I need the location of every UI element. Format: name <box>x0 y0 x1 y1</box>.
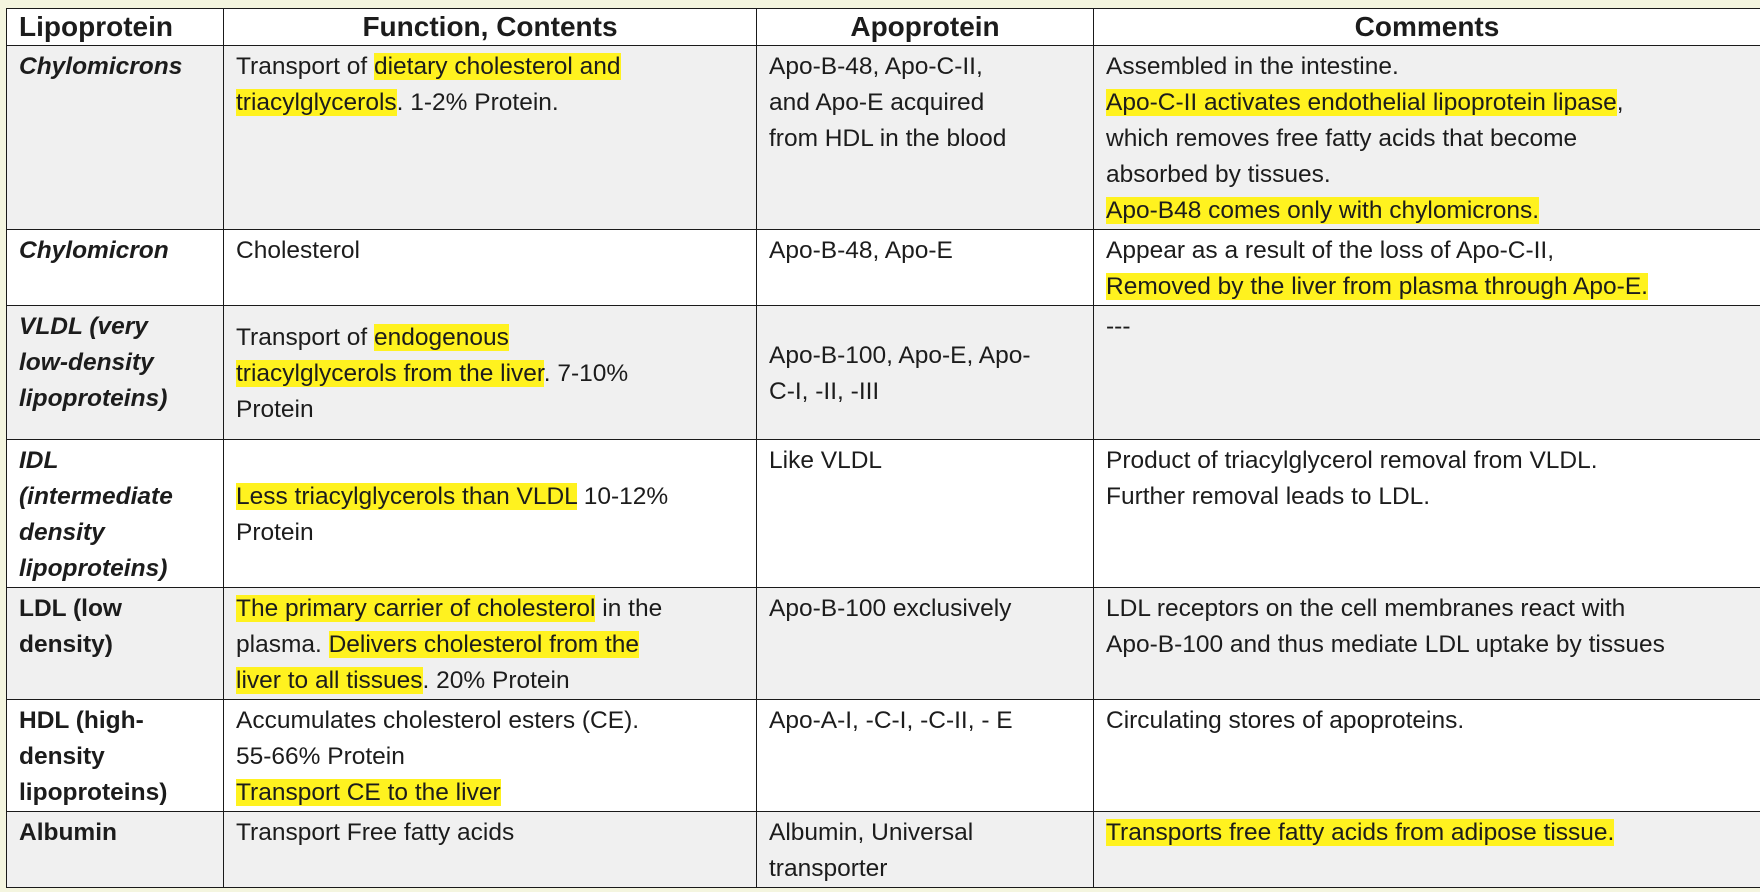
cell-comments <box>1094 306 1760 440</box>
cell-line: density <box>19 743 105 770</box>
cell-line: lipoproteins) <box>19 555 168 582</box>
cell-line <box>1106 269 1748 305</box>
cell-line <box>1106 157 1748 193</box>
cell-text: C-I, -II, -III <box>769 378 880 405</box>
cell-line <box>236 233 744 269</box>
highlighted-text: Apo-C-II activates endothelial lipoprotein lipase <box>1106 89 1617 116</box>
cell-comments <box>1094 46 1760 230</box>
cell-text: Apo-B-48, Apo-C-II, <box>769 53 983 80</box>
cell-text: from HDL in the blood <box>769 125 1007 152</box>
cell-function <box>224 440 757 588</box>
cell-text: Protein <box>236 519 314 546</box>
cell-text: Apo-B-48, Apo-E <box>769 237 953 264</box>
cell-text: . 7-10% <box>543 360 629 387</box>
table-row-albumin <box>7 812 1760 888</box>
cell-function <box>224 700 757 812</box>
highlighted-text: endogenous <box>373 324 509 351</box>
cell-line <box>769 85 1081 121</box>
cell-text: , <box>1616 89 1624 116</box>
cell-line: lipoproteins) <box>19 779 168 806</box>
cell-text: Protein <box>236 396 314 423</box>
cell-comments <box>1094 812 1760 888</box>
table-row-chylomicrons <box>7 46 1760 230</box>
cell-apoprotein <box>757 812 1094 888</box>
cell-line <box>769 49 1081 85</box>
cell-comments <box>1094 700 1760 812</box>
cell-comments <box>1094 230 1760 306</box>
highlighted-text: Transport CE to the liver <box>236 779 501 806</box>
cell-line <box>769 851 1081 887</box>
highlighted-text: Delivers cholesterol from the <box>328 631 640 658</box>
cell-text: 10-12% <box>576 483 669 510</box>
cell-line <box>236 392 744 428</box>
cell-line <box>1106 85 1748 121</box>
cell-text: Apo-A-I, -C-I, -C-II, - E <box>769 707 1013 734</box>
cell-text: --- <box>1106 313 1131 340</box>
cell-line: density <box>19 519 105 546</box>
cell-line: LDL (low <box>19 595 122 622</box>
cell-line: lipoproteins) <box>19 385 168 412</box>
cell-line <box>769 338 1081 374</box>
lipoprotein-table <box>6 8 1760 888</box>
table-row-idl <box>7 440 1760 588</box>
cell-line <box>236 815 744 851</box>
cell-line <box>236 775 744 811</box>
cell-apoprotein <box>757 46 1094 230</box>
cell-line: low-density <box>19 349 154 376</box>
highlighted-text: Removed by the liver from plasma through Apo-E. <box>1106 273 1648 300</box>
cell-lipoprotein <box>7 588 224 700</box>
cell-line <box>236 49 744 85</box>
highlighted-text: dietary cholesterol and <box>373 53 621 80</box>
cell-text: Apo-B-100 exclusively <box>769 595 1012 622</box>
header-comments: Comments <box>1094 9 1760 46</box>
cell-text: Transport Free fatty acids <box>236 819 515 846</box>
cell-apoprotein <box>757 230 1094 306</box>
cell-line <box>1106 233 1748 269</box>
cell-line <box>1106 591 1748 627</box>
cell-lipoprotein <box>7 46 224 230</box>
cell-line <box>1106 309 1748 345</box>
cell-text: Circulating stores of apoproteins. <box>1106 707 1465 734</box>
highlighted-text: Apo-B48 comes only with chylomicrons. <box>1106 197 1540 224</box>
cell-line <box>769 443 1081 479</box>
header-lipoprotein: Lipoprotein <box>7 9 224 46</box>
highlighted-text: Transports free fatty acids from adipose tissue. <box>1106 819 1615 846</box>
cell-text: which removes free fatty acids that become <box>1106 125 1578 152</box>
cell-line <box>1106 193 1748 229</box>
cell-text: and Apo-E acquired <box>769 89 985 116</box>
lipoprotein-table-sheet <box>6 8 1760 886</box>
cell-text: Product of triacylglycerol removal from VLDL. <box>1106 447 1598 474</box>
cell-text: Assembled in the intestine. <box>1106 53 1399 80</box>
cell-text: Accumulates cholesterol esters (CE). <box>236 707 640 734</box>
cell-comments <box>1094 588 1760 700</box>
header-function-contents: Function, Contents <box>224 9 757 46</box>
cell-text: LDL receptors on the cell membranes react with <box>1106 595 1626 622</box>
cell-text: Further removal leads to LDL. <box>1106 483 1431 510</box>
cell-text: Cholesterol <box>236 237 360 264</box>
cell-line <box>1106 121 1748 157</box>
cell-line: Albumin <box>19 819 117 846</box>
highlighted-text: Less triacylglycerols than VLDL <box>236 483 577 510</box>
cell-apoprotein <box>757 440 1094 588</box>
table-row-hdl <box>7 700 1760 812</box>
cell-line <box>769 121 1081 157</box>
cell-line: VLDL (very <box>19 313 148 340</box>
cell-line <box>1106 479 1748 515</box>
cell-line <box>236 356 744 392</box>
cell-function <box>224 230 757 306</box>
cell-text: Apo-B-100 and thus mediate LDL uptake by tissues <box>1106 631 1665 658</box>
cell-lipoprotein <box>7 700 224 812</box>
cell-text: Albumin, Universal <box>769 819 974 846</box>
cell-text: 55-66% Protein <box>236 743 405 770</box>
cell-line <box>1106 49 1748 85</box>
cell-lipoprotein <box>7 440 224 588</box>
cell-line <box>1106 703 1748 739</box>
cell-line: Chylomicrons <box>19 53 183 80</box>
cell-line <box>769 374 1081 410</box>
cell-apoprotein <box>757 588 1094 700</box>
cell-text: plasma. <box>236 631 329 658</box>
table-row-chylomicron <box>7 230 1760 306</box>
cell-comments <box>1094 440 1760 588</box>
cell-text: absorbed by tissues. <box>1106 161 1331 188</box>
cell-line: (intermediate <box>19 483 173 510</box>
cell-function <box>224 812 757 888</box>
cell-text: . 1-2% Protein. <box>396 89 559 116</box>
cell-function <box>224 46 757 230</box>
cell-text: . 20% Protein <box>422 667 570 694</box>
cell-lipoprotein <box>7 812 224 888</box>
cell-line <box>769 233 1081 269</box>
cell-line: IDL <box>19 447 59 474</box>
cell-line <box>1106 815 1748 851</box>
cell-text: Like VLDL <box>769 447 883 474</box>
table-header-row <box>7 9 1760 46</box>
cell-apoprotein <box>757 700 1094 812</box>
cell-lipoprotein <box>7 306 224 440</box>
cell-line <box>236 627 744 663</box>
cell-line: density) <box>19 631 113 658</box>
cell-line <box>1106 443 1748 479</box>
cell-line <box>769 591 1081 627</box>
cell-line <box>236 663 744 699</box>
cell-line <box>236 320 744 356</box>
cell-line: HDL (high- <box>19 707 144 734</box>
highlighted-text: liver to all tissues <box>236 667 423 694</box>
cell-lipoprotein <box>7 230 224 306</box>
cell-line: Chylomicron <box>19 237 169 264</box>
cell-line <box>236 479 744 515</box>
cell-apoprotein <box>757 306 1094 440</box>
table-row-ldl <box>7 588 1760 700</box>
cell-line <box>769 703 1081 739</box>
cell-text: transporter <box>769 855 888 882</box>
cell-text: Appear as a result of the loss of Apo-C-II, <box>1106 237 1555 264</box>
highlighted-text: The primary carrier of cholesterol <box>236 595 596 622</box>
cell-line <box>769 815 1081 851</box>
cell-function <box>224 306 757 440</box>
cell-text: Transport of <box>236 53 374 80</box>
cell-line <box>236 591 744 627</box>
cell-function <box>224 588 757 700</box>
highlighted-text: triacylglycerols <box>236 89 397 116</box>
cell-text: Apo-B-100, Apo-E, Apo- <box>769 342 1031 369</box>
cell-text: in the <box>595 595 663 622</box>
cell-line <box>236 703 744 739</box>
cell-line <box>1106 627 1748 663</box>
header-apoprotein: Apoprotein <box>757 9 1094 46</box>
cell-line <box>236 739 744 775</box>
cell-line <box>236 85 744 121</box>
highlighted-text: triacylglycerols from the liver <box>236 360 544 387</box>
cell-text: Transport of <box>236 324 374 351</box>
cell-line <box>236 515 744 551</box>
table-row-vldl <box>7 306 1760 440</box>
